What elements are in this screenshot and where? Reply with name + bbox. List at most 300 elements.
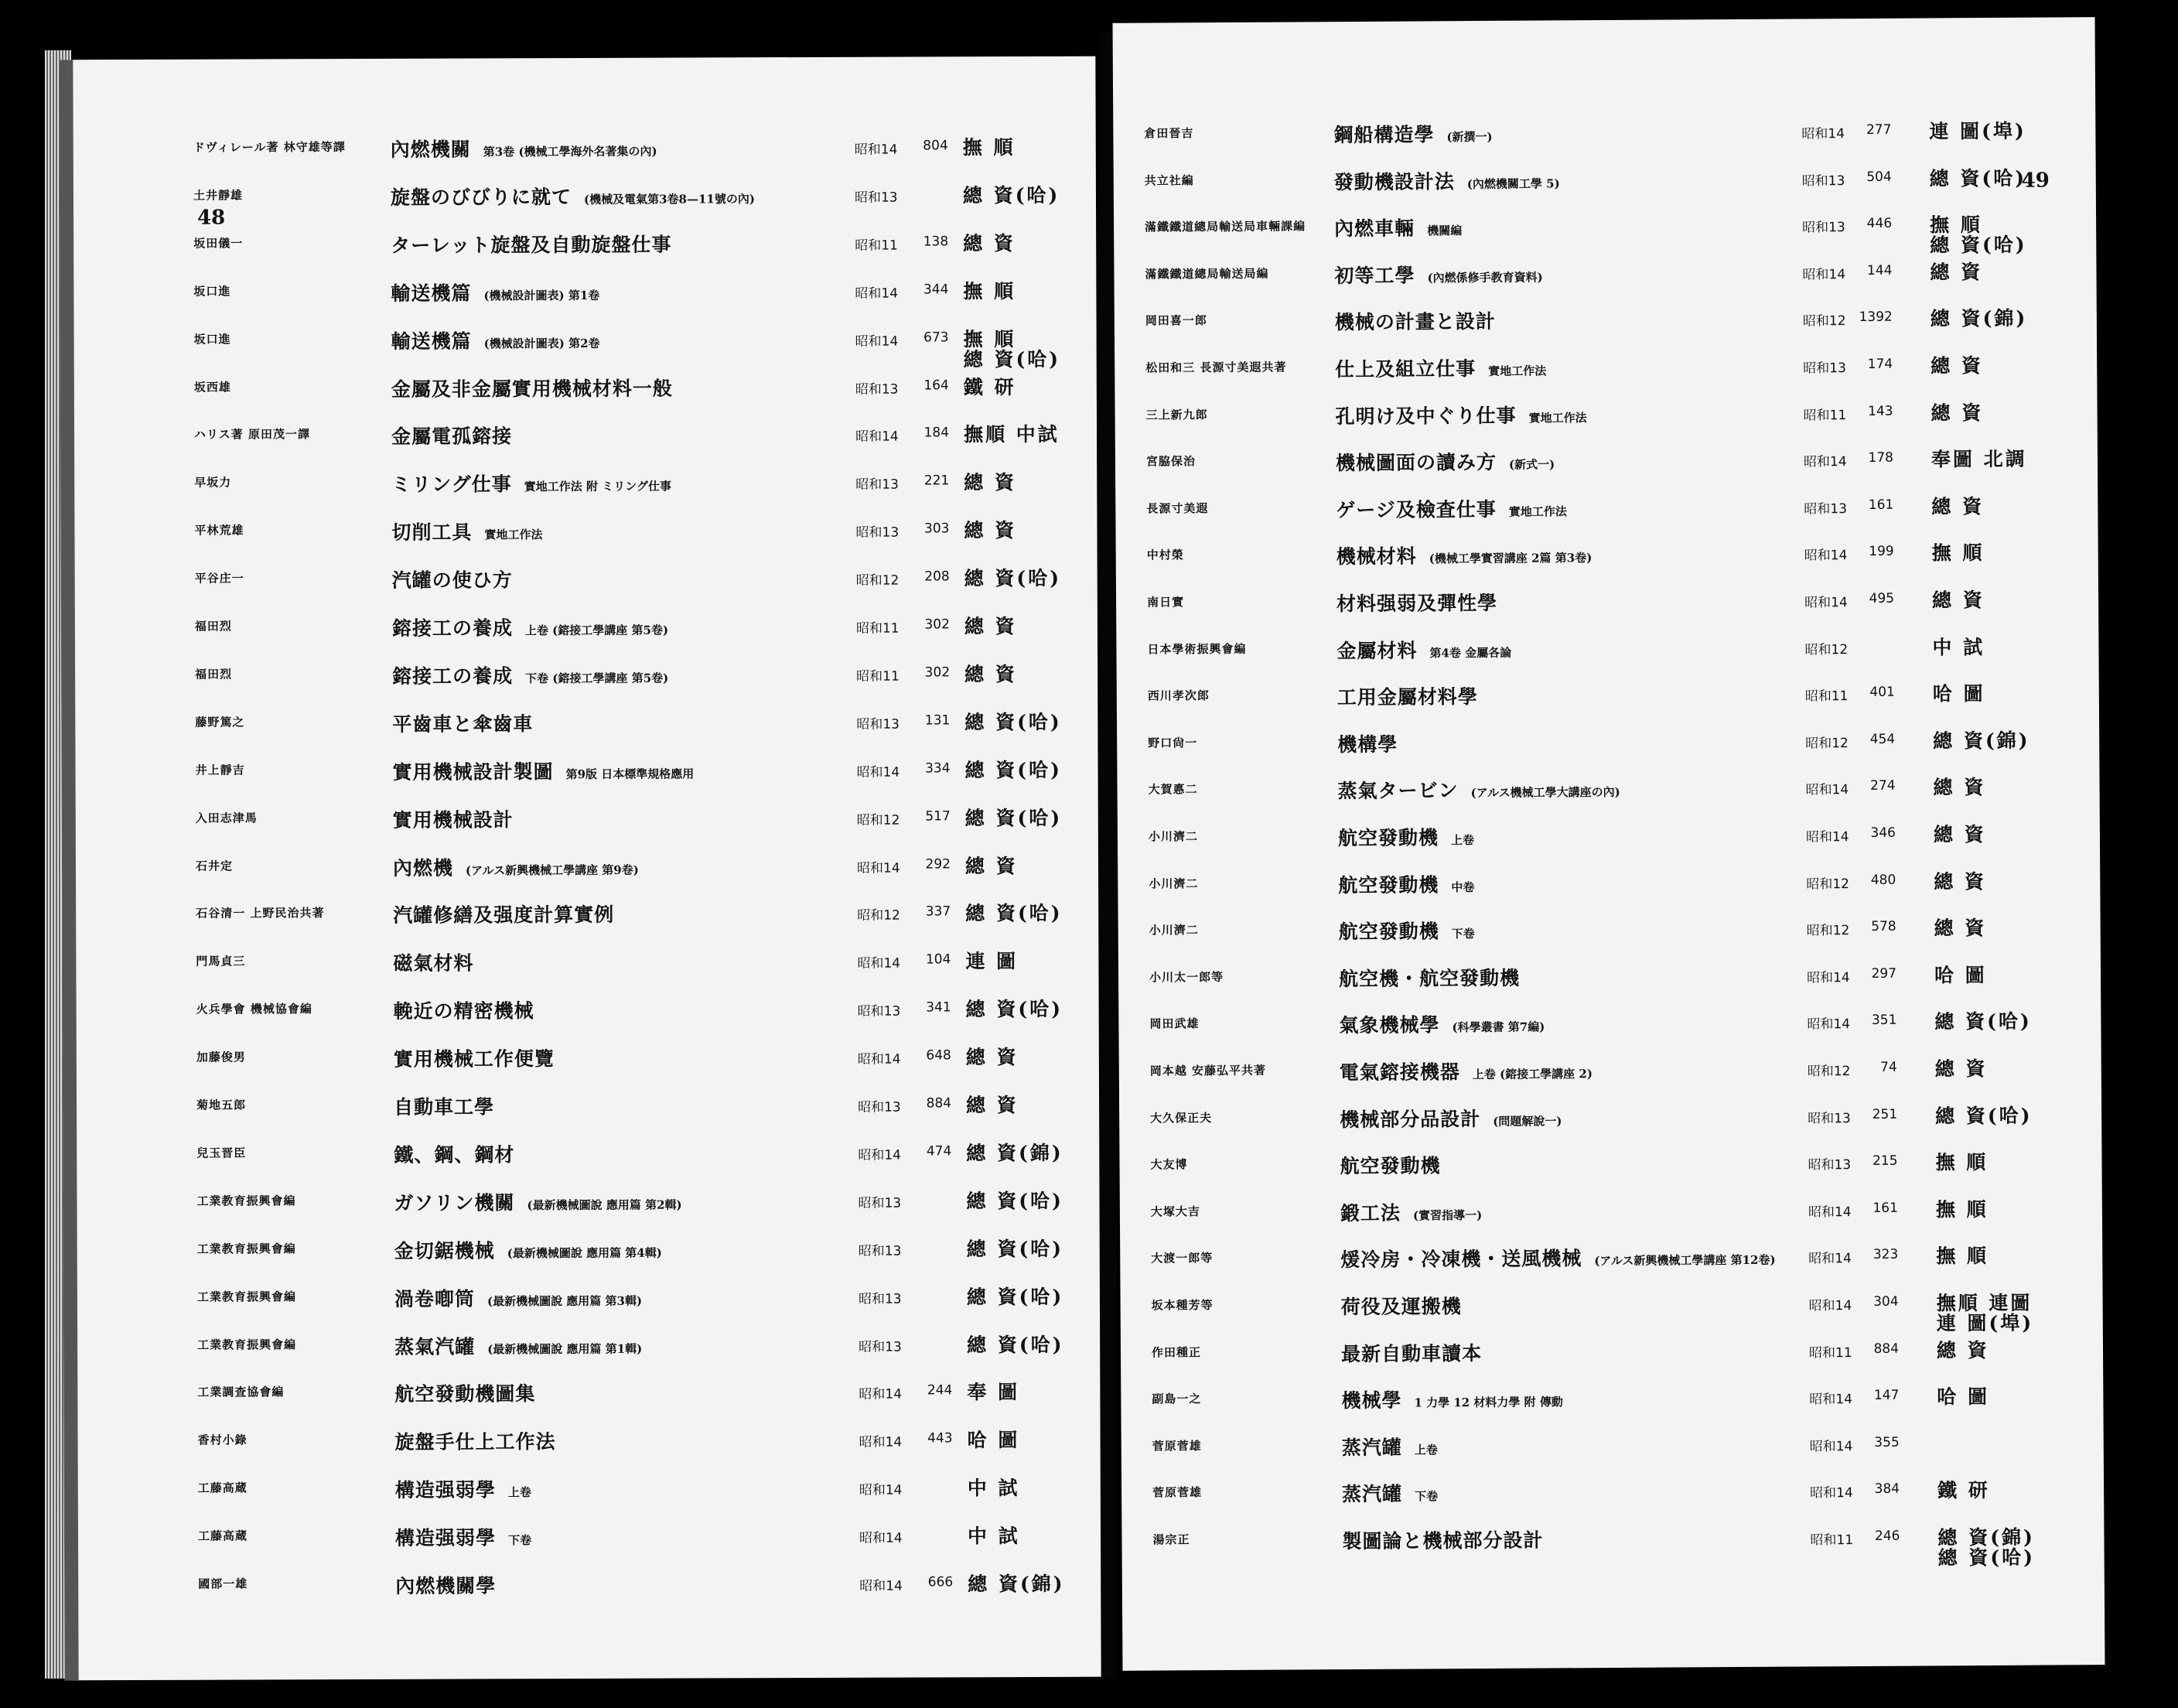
entry-row xyxy=(1115,447,2098,475)
entry-location: 總 資 xyxy=(1930,260,1983,284)
entry-row xyxy=(77,1237,1100,1262)
entry-year: 昭和14 xyxy=(1804,595,1848,611)
right-page xyxy=(1113,17,2105,1671)
entry-row xyxy=(78,1525,1101,1549)
entry-row xyxy=(1116,635,2098,662)
entry-year: 昭和13 xyxy=(858,1243,902,1259)
entry-row xyxy=(1119,1104,2101,1131)
entry-pages: 274 xyxy=(1870,778,1896,794)
entry-year: 昭和12 xyxy=(856,812,900,828)
entry-row xyxy=(75,615,1098,640)
entry-author: 岡田喜一郎 xyxy=(1145,313,1207,329)
entry-location: 中 試 xyxy=(967,1525,1020,1548)
entry-title-text: 磁氣材料 xyxy=(393,951,474,975)
entry-title-text: 孔明け及中ぐり仕事 xyxy=(1335,404,1517,428)
entry-row xyxy=(1121,1525,2104,1570)
entry-subtitle: 第9版 日本標準規格應用 xyxy=(565,767,695,781)
entry-author: 大久保正夫 xyxy=(1150,1110,1213,1126)
entry-author: 國部一雄 xyxy=(198,1576,248,1591)
entry-title-text: 機械學 xyxy=(1341,1389,1402,1413)
entry-title-text: 機械の計畫と設計 xyxy=(1334,310,1496,334)
entry-title-text: 蒸氣タービン xyxy=(1337,779,1459,803)
entry-title xyxy=(391,331,600,354)
entry-title xyxy=(1334,218,1462,241)
entry-row xyxy=(1121,1385,2103,1413)
entry-pages: 215 xyxy=(1872,1153,1898,1170)
entry-row xyxy=(1118,917,2101,944)
entry-year: 昭和14 xyxy=(1808,1251,1852,1267)
entry-author: 菊地五郎 xyxy=(196,1098,247,1112)
entry-title-text: 金屬電孤鎔接 xyxy=(391,425,513,449)
entry-author: 小川太一郎等 xyxy=(1149,969,1224,985)
entry-title xyxy=(391,378,685,401)
entry-year: 昭和13 xyxy=(858,1099,901,1115)
entry-author: 藤野篤之 xyxy=(195,715,245,729)
entry-pages: 337 xyxy=(925,904,951,920)
entry-row xyxy=(73,231,1096,257)
entry-year: 昭和14 xyxy=(1802,266,1846,283)
entry-title-text: 航空發動機 xyxy=(1338,873,1439,897)
entry-title-text: 煖冷房・冷凍機・送風機械 xyxy=(1340,1247,1582,1272)
entry-author: 西川孝次郎 xyxy=(1147,688,1210,703)
entry-year: 昭和13 xyxy=(858,1195,902,1211)
entry-title-text: 航空發動機圖集 xyxy=(394,1382,536,1406)
entry-title xyxy=(1340,1341,1494,1367)
entry-location: 總 資 xyxy=(1933,823,1986,846)
entry-row xyxy=(1120,1197,2102,1225)
entry-pages: 443 xyxy=(927,1430,953,1447)
entry-title xyxy=(1334,265,1542,289)
entry-subtitle: 下卷 (鎔接工學講座 第5卷) xyxy=(525,671,669,686)
entry-author: 石谷清一 上野民治共著 xyxy=(196,906,325,921)
entry-title-text: 機械部分品設計 xyxy=(1340,1107,1481,1131)
left-page xyxy=(59,56,1101,1681)
entry-year: 昭和13 xyxy=(854,190,898,206)
entry-title xyxy=(1340,1108,1562,1132)
entry-title xyxy=(395,1528,531,1551)
entry-subtitle: 實地工作法 xyxy=(1508,504,1567,519)
entry-location: 撫 順 xyxy=(1936,1245,1989,1268)
entry-author: 三上新九郎 xyxy=(1145,407,1208,422)
entry-title xyxy=(1333,125,1492,148)
entry-subtitle: 實地工作法 xyxy=(484,528,543,542)
entry-title xyxy=(391,474,671,497)
entry-title-text: 材料强弱及彈性學 xyxy=(1336,591,1498,616)
entry-pages: 147 xyxy=(1873,1387,1900,1404)
entry-row xyxy=(77,1046,1099,1071)
entry-year: 昭和13 xyxy=(1802,220,1845,236)
entry-pages: 673 xyxy=(923,329,949,346)
entry-location: 撫順 連圖 連 圖(埠) xyxy=(1936,1291,2034,1335)
entry-title xyxy=(394,1049,567,1072)
entry-pages: 323 xyxy=(1872,1247,1899,1263)
entry-title-text: 內燃機關學 xyxy=(395,1574,497,1597)
entry-author: 岡田武雄 xyxy=(1149,1016,1200,1032)
entry-location: 中 試 xyxy=(967,1477,1020,1500)
entry-author: 工業調査協會編 xyxy=(197,1385,285,1400)
entry-title-text: 渦卷喞筒 xyxy=(394,1287,476,1310)
entry-row xyxy=(1115,354,2097,381)
entry-location: 總 資(哈) xyxy=(965,998,1063,1021)
entry-year: 昭和11 xyxy=(1804,688,1849,705)
entry-title xyxy=(393,951,486,976)
entry-title xyxy=(392,618,668,641)
entry-subtitle: (實習指導一) xyxy=(1412,1208,1483,1223)
entry-title xyxy=(1340,1061,1593,1085)
entry-year: 昭和14 xyxy=(1808,1298,1852,1314)
entry-subtitle: 上卷 (鎔接工學講座 第5卷) xyxy=(524,623,669,638)
entry-location: 總 資(哈) xyxy=(1929,166,2027,190)
entry-row xyxy=(77,998,1099,1023)
entry-location: 總 資 xyxy=(964,854,1018,877)
entry-title xyxy=(394,1001,547,1024)
entry-year: 昭和11 xyxy=(1803,407,1847,424)
entry-year: 昭和11 xyxy=(855,620,900,637)
entry-author: 滿鐵鐵道總局輸送局車輛課編 xyxy=(1145,219,1306,234)
entry-location: 總 資(錦) xyxy=(968,1572,1065,1596)
entry-title xyxy=(392,570,525,593)
entry-title xyxy=(391,427,524,450)
entry-year: 昭和14 xyxy=(854,142,898,158)
entry-author: 坂西雄 xyxy=(193,380,231,395)
entry-location: 總 資 xyxy=(965,1046,1019,1069)
entry-year: 昭和14 xyxy=(1809,1438,1853,1455)
entry-title xyxy=(1335,358,1546,382)
entry-pages: 161 xyxy=(1872,1200,1898,1216)
entry-subtitle: (最新機械圖說 應用篇 第3輯) xyxy=(486,1293,643,1309)
entry-pages: 1392 xyxy=(1859,309,1893,326)
entry-row xyxy=(1113,119,2095,147)
entry-title-text: 發動機設計法 xyxy=(1333,169,1455,193)
entry-location: 撫 順 xyxy=(963,279,1016,302)
entry-title-text: 鎔接工の養成 xyxy=(391,617,513,640)
entry-subtitle: (最新機械圖說 應用篇 第2輯) xyxy=(527,1197,682,1213)
entry-author: 平谷庄一 xyxy=(194,571,244,586)
entry-title xyxy=(394,1097,507,1120)
entry-title-text: 金切鋸機械 xyxy=(394,1239,495,1262)
entry-year: 昭和12 xyxy=(1806,876,1850,893)
entry-subtitle: 中卷 xyxy=(1451,880,1475,894)
entry-subtitle: (科學叢書 第7編) xyxy=(1452,1020,1545,1035)
entry-author: ハリス著 原田茂一譯 xyxy=(194,427,311,442)
entry-year: 昭和14 xyxy=(1803,454,1847,470)
entry-author: 火兵學會 機械協會編 xyxy=(196,1002,312,1016)
entry-pages: 344 xyxy=(923,282,949,298)
entry-author: 坂本種芳等 xyxy=(1151,1298,1214,1313)
entry-title-text: 鍛工法 xyxy=(1340,1201,1401,1225)
entry-pages: 302 xyxy=(924,617,950,633)
entry-year: 昭和14 xyxy=(1808,1204,1852,1221)
entry-title-text: 旋盤のびびりに就て xyxy=(390,185,572,209)
entry-title-text: 航空發動機 xyxy=(1338,920,1439,944)
entry-year: 昭和14 xyxy=(857,1051,901,1068)
entry-pages: 246 xyxy=(1874,1528,1900,1544)
entry-row xyxy=(76,950,1098,975)
entry-title xyxy=(1339,968,1532,992)
entry-author: 大塚大吉 xyxy=(1150,1204,1200,1219)
entry-row xyxy=(78,1477,1101,1502)
entry-title-text: 平齒車と傘齒車 xyxy=(392,712,534,736)
entry-year: 昭和12 xyxy=(1807,1064,1851,1080)
entry-title xyxy=(393,761,695,784)
entry-title-text: 自動車工學 xyxy=(394,1095,495,1119)
entry-row xyxy=(73,136,1096,161)
entry-title xyxy=(1340,1156,1453,1179)
entry-subtitle: (アルス新興機械工學講座 第12卷) xyxy=(1594,1253,1776,1269)
entry-location: 哈 圖 xyxy=(967,1429,1020,1452)
entry-title-text: 蒸氣汽罐 xyxy=(394,1334,476,1358)
entry-author: 作田種正 xyxy=(1151,1344,1202,1360)
entry-pages: 104 xyxy=(925,951,951,968)
entry-row xyxy=(1121,1433,2104,1459)
entry-title-text: 內燃機關 xyxy=(390,138,471,161)
entry-subtitle: (新式一) xyxy=(1508,457,1555,472)
entry-title-text: ターレット旋盤及自動旋盤仕事 xyxy=(391,233,672,257)
entry-author: 井上靜吉 xyxy=(195,763,245,777)
entry-row xyxy=(75,566,1098,592)
entry-pages: 648 xyxy=(926,1047,951,1064)
entry-author: 早坂力 xyxy=(194,475,232,490)
entry-location: 總 資(哈) xyxy=(966,1237,1064,1260)
entry-row xyxy=(1115,494,2098,521)
entry-title xyxy=(391,522,542,545)
entry-title xyxy=(393,857,639,880)
entry-year: 昭和14 xyxy=(857,955,901,972)
entry-location: 總 資(哈) xyxy=(964,566,1062,590)
entry-title-text: 蒸汽罐 xyxy=(1342,1483,1403,1506)
entry-subtitle: (アルス新興機械工學講座 第9卷) xyxy=(465,863,639,878)
entry-subtitle: 實地工作法 附 ミリング仕事 xyxy=(524,479,671,494)
entry-row xyxy=(1121,1291,2103,1335)
entry-title xyxy=(395,1480,531,1503)
entry-row xyxy=(77,1285,1100,1310)
entry-title-text: 航空發動機 xyxy=(1337,826,1439,850)
entry-location: 撫 順 總 資(哈) xyxy=(1930,214,2027,257)
entry-author: 工業教育振興會編 xyxy=(196,1241,296,1256)
entry-row xyxy=(1119,1057,2101,1085)
entry-title-text: 構造强弱學 xyxy=(394,1526,497,1549)
entry-author: 平林荒雄 xyxy=(194,523,244,538)
entry-row xyxy=(77,1381,1100,1406)
entry-subtitle: 第4卷 金屬各論 xyxy=(1429,645,1512,661)
entry-subtitle: 實地工作法 xyxy=(1528,410,1587,425)
entry-title-text: 旋盤手仕上工作法 xyxy=(394,1430,556,1454)
entry-year: 昭和14 xyxy=(1807,969,1850,986)
entry-subtitle: (新撰一) xyxy=(1446,129,1493,145)
entry-year: 昭和14 xyxy=(855,429,899,446)
entry-title xyxy=(1338,828,1474,851)
entry-title-text: 輸送機篇 xyxy=(391,282,472,305)
entry-year: 昭和13 xyxy=(1803,360,1846,377)
entry-title-text: 內燃車輛 xyxy=(1334,217,1415,241)
entry-title xyxy=(392,714,545,737)
entry-author: 湯宗正 xyxy=(1152,1532,1190,1547)
entry-title-text: 輓近の精密機械 xyxy=(393,999,534,1023)
entry-author: 副島一之 xyxy=(1152,1392,1202,1406)
entry-subtitle: (機械及電氣第3卷8—11號の內) xyxy=(583,192,755,207)
entry-title-text: 工用金屬材料學 xyxy=(1336,685,1478,709)
entry-author: 倉田晉吉 xyxy=(1144,126,1194,141)
entry-title xyxy=(393,905,626,928)
entry-row xyxy=(77,1189,1099,1214)
entry-pages: 304 xyxy=(1873,1293,1899,1310)
entry-author: 工藤高蔵 xyxy=(197,1481,248,1495)
entry-pages: 355 xyxy=(1874,1434,1900,1450)
entry-row xyxy=(1118,869,2100,897)
entry-year: 昭和11 xyxy=(856,668,900,685)
entry-row xyxy=(76,902,1098,927)
entry-pages: 384 xyxy=(1874,1481,1900,1498)
entry-location: 撫 順 總 資(哈) xyxy=(963,327,1061,371)
entry-year: 昭和12 xyxy=(1805,735,1849,752)
entry-pages: 480 xyxy=(1870,872,1896,888)
entry-title xyxy=(394,1192,681,1215)
entry-author: 坂口進 xyxy=(193,284,231,299)
entry-subtitle: (アルス機械工學大講座の內) xyxy=(1470,785,1620,801)
entry-pages: 178 xyxy=(1868,449,1894,466)
entry-row xyxy=(75,710,1098,736)
entry-title-text: 構造强弱學 xyxy=(394,1478,496,1502)
entry-title xyxy=(1340,1203,1482,1226)
entry-title xyxy=(1336,546,1593,570)
entry-pages: 401 xyxy=(1869,684,1895,701)
entry-title xyxy=(1338,875,1474,898)
entry-location: 哈 圖 xyxy=(1937,1385,1990,1409)
entry-author: 入田志津馬 xyxy=(195,811,258,825)
entry-title-text: ガソリン機關 xyxy=(394,1191,515,1214)
entry-year: 昭和13 xyxy=(855,524,900,541)
entry-author: 松田和三 長源寸美遐共著 xyxy=(1145,360,1287,375)
entry-title-text: 初等工學 xyxy=(1334,264,1415,287)
entry-title-text: 蒸汽罐 xyxy=(1341,1436,1402,1459)
entry-year: 昭和14 xyxy=(856,764,900,781)
entry-subtitle: 上卷 xyxy=(1450,833,1475,848)
entry-title xyxy=(1342,1530,1555,1554)
entry-location: 總 資(錦) xyxy=(1933,729,2030,753)
entry-title-text: 製圖論と機械部分設計 xyxy=(1342,1529,1544,1553)
entry-location: 總 資 xyxy=(1931,589,1985,612)
entry-location: 總 資 xyxy=(964,519,1017,542)
entry-title-text: ゲージ及檢査仕事 xyxy=(1336,497,1497,521)
entry-subtitle: (機械工學實習講座 2篇 第3卷) xyxy=(1429,551,1593,566)
entry-list xyxy=(73,56,1095,1597)
entry-subtitle: 上卷 xyxy=(1414,1443,1438,1457)
entry-year: 昭和14 xyxy=(856,860,900,876)
entry-year: 昭和14 xyxy=(859,1434,903,1451)
entry-title xyxy=(1335,312,1508,335)
entry-row xyxy=(1117,682,2099,709)
entry-row xyxy=(76,758,1098,784)
entry-title xyxy=(1334,171,1560,195)
entry-author: 中村榮 xyxy=(1146,548,1184,563)
entry-year: 昭和14 xyxy=(1804,548,1848,564)
entry-title xyxy=(1342,1437,1438,1460)
entry-row xyxy=(78,1429,1101,1454)
entry-title-text: 航空機・航空發動機 xyxy=(1338,966,1521,990)
entry-subtitle: 1 力學 12 材料力學 附 傳動 xyxy=(1414,1395,1563,1410)
entry-row xyxy=(1120,1245,2102,1272)
entry-title-text: 鎔接工の養成 xyxy=(392,664,514,688)
entry-pages: 495 xyxy=(1869,590,1895,606)
entry-author: 滿鐵鐵道總局輸送局編 xyxy=(1145,266,1269,282)
entry-year: 昭和13 xyxy=(1808,1110,1851,1127)
entry-year: 昭和11 xyxy=(855,237,898,254)
entry-row xyxy=(73,279,1096,305)
entry-year: 昭和12 xyxy=(1802,313,1846,330)
entry-author: 小川濟二 xyxy=(1148,829,1199,844)
entry-pages: 174 xyxy=(1867,356,1893,372)
entry-subtitle: (問題解說一) xyxy=(1493,1113,1562,1129)
entry-author: 小川濟二 xyxy=(1149,923,1199,938)
entry-row xyxy=(1121,1338,2103,1365)
entry-location: 總 資 xyxy=(1930,401,1984,425)
entry-location: 連 圖 xyxy=(965,950,1019,973)
entry-author: 共立社編 xyxy=(1144,173,1194,188)
entry-title xyxy=(1336,593,1510,617)
entry-pages: 161 xyxy=(1868,497,1894,513)
entry-year: 昭和14 xyxy=(859,1530,903,1546)
entry-author: 工藤高蔵 xyxy=(197,1529,248,1543)
entry-location: 撫順 中試 xyxy=(963,423,1060,446)
entry-location: 總 資 xyxy=(1931,494,1985,518)
entry-title-text: 航空發動機 xyxy=(1340,1154,1441,1178)
entry-location: 總 資(哈) xyxy=(964,758,1062,781)
entry-pages: 277 xyxy=(1866,121,1892,138)
entry-author: 工業教育振興會編 xyxy=(197,1337,297,1352)
entry-year: 昭和14 xyxy=(1807,1016,1851,1033)
entry-title xyxy=(1341,1390,1563,1414)
entry-year: 昭和13 xyxy=(858,1291,902,1307)
entry-year: 昭和13 xyxy=(1808,1157,1852,1173)
entry-location: 總 資(哈) xyxy=(967,1333,1064,1356)
entry-location: 總 資 xyxy=(963,231,1016,255)
entry-title xyxy=(394,1145,527,1168)
entry-location: 撫 順 xyxy=(1935,1197,1989,1221)
entry-subtitle: 實地工作法 xyxy=(1488,364,1547,378)
entry-year: 昭和14 xyxy=(859,1578,903,1594)
entry-location: 總 資 xyxy=(1930,354,1984,377)
entry-row xyxy=(1121,1479,2104,1506)
entry-pages: 251 xyxy=(1872,1106,1898,1122)
entry-subtitle: 上卷 (鎔接工學講座 2) xyxy=(1472,1067,1593,1082)
entry-row xyxy=(1115,401,2098,428)
entry-year: 昭和14 xyxy=(1805,782,1849,798)
entry-location: 撫 順 xyxy=(1935,1151,1989,1174)
entry-pages: 517 xyxy=(925,808,951,825)
entry-title-text: 金屬及非金屬實用機械材料一般 xyxy=(391,377,673,401)
entry-row xyxy=(77,1333,1100,1358)
entry-pages: 244 xyxy=(927,1382,953,1399)
entry-author: 南日實 xyxy=(1147,595,1185,610)
entry-author: 小川濟二 xyxy=(1149,876,1199,891)
entry-title xyxy=(392,665,668,688)
entry-location: 總 資 xyxy=(966,1094,1019,1117)
entry-row xyxy=(73,183,1096,209)
entry-year: 昭和12 xyxy=(1806,923,1850,939)
entry-location: 奉 圖 xyxy=(967,1381,1020,1404)
entry-title xyxy=(1341,1296,1474,1320)
entry-location: 總 資 xyxy=(964,615,1017,638)
entry-year: 昭和14 xyxy=(1801,126,1845,142)
entry-year: 昭和12 xyxy=(1804,641,1849,658)
entry-location: 撫 順 xyxy=(962,136,1016,159)
entry-author: 工業教育振興會編 xyxy=(196,1289,296,1304)
entry-row xyxy=(1114,260,2096,287)
entry-location: 總 資 xyxy=(964,662,1017,686)
entry-year: 昭和11 xyxy=(1808,1344,1852,1361)
entry-subtitle: (內燃機關工學 5) xyxy=(1466,176,1560,191)
entry-location: 總 資 xyxy=(1934,1057,1988,1081)
